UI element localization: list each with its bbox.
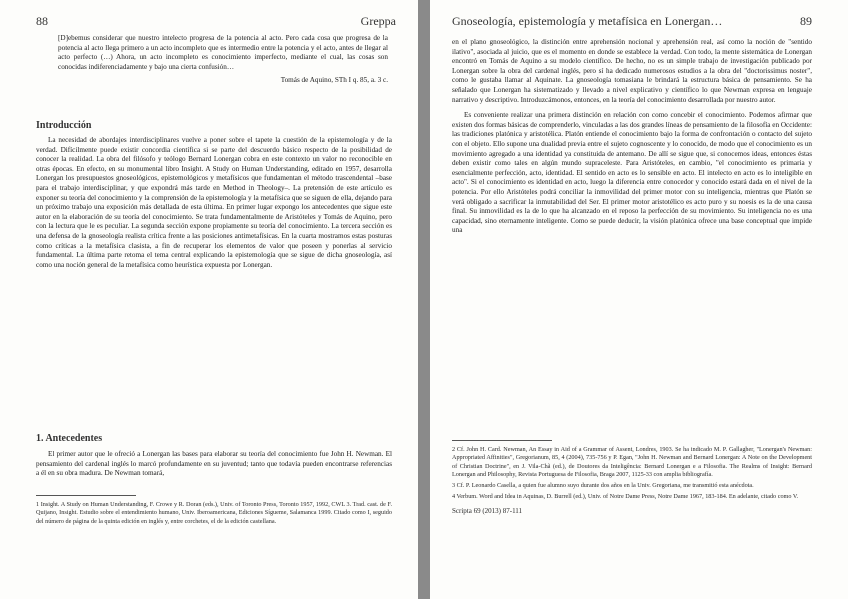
footnote-1: 1 Insight. A Study on Human Understanding, F. Crowe y R. Doran (eds.), Univ. of Toronto Press, Toronto 1957, 1992, CWL 3. Trad. cast. de F. Quijano, Insight. Estudio sobre el entendimiento humano, Univ. Iberoamericana, Ediciones Sígueme, Salamanca 1999. Citado como I, seguido del número de página de la quinta edición en inglés y, entre corchetes, el de la edición castellana.	[36, 501, 392, 525]
right-paragraph-1: en el plano gnoseológico, la distinción entre aprehensión nocional y aprehensión real, así como la noción de "sentido ilativo", asociada al juicio, que es el momento en donde se establece la verdad. Con todo, la mente sistemática de Lonergan encontró en Tomás de Aquino a su modelo científico. De hecho, no es un simple trabajo de investigación publicado por Lonergan sobre la obra del cardenal inglés, pero sí ha dedicado numerosos estudios a la obra del "doctorissimus noster", como le gustaba llamar al Aquinate. La gnoseología tomasiana le brindará la estructura básica de pensamiento. Se ha señalado que Lonergan ha sistematizado y llevado a nivel explicativo y científico lo que Newman expresa en lenguaje narrativo y descriptivo. Introduzcámonos, entonces, en la teoría del conocimiento desarrollada por nuestro autor.	[452, 38, 812, 104]
intro-body	[36, 136, 392, 270]
section1-paragraph: El primer autor que le ofreció a Lonergan las bases para elaborar su teoría del conocimiento fue John H. Newman. El pensamiento del cardenal inglés lo marcó profundamente en su juventud; tanto que todavía pueden encontrarse referencias a él en su obra madura. De Newman tomará,	[36, 450, 392, 478]
section1-body	[36, 450, 392, 479]
footnote-4: 4 Verbum. Word and Idea in Aquinas, D. Burrell (ed.), Univ. of Notre Dame Press, Notre Dame 1967, 183-184. En adelante, citado como V.	[452, 493, 799, 501]
intro-paragraph: La necesidad de abordajes interdisciplinares vuelve a poner sobre el tapete la cuestión de la epistemología y de la verdad. Difícilmente puede existir concordia científica si se parte del descuerdo básico respecto de la posibilidad de conocer la realidad. La obra del filósofo y teólogo Bernard Lonergan cobra en este contexto un valor no reconocible en otras épocas. En efecto, en su monumental libro Insight. A Study on Human Understanding, editado en 1957, desarrolla Lonergan los presupuestos gnoseológicos, epistemológicos y metafísicos que fundamentan el método trascendental –base para el trabajo interdisciplinar, y que expondrá más tarde en Method in Theology–. La pretensión de este artículo es exponer su teoría del conocimiento y la comprensión de la epistemología y la metafísica que se siguen de ella, dejando para un próximo trabajo una exposición más detallada de esta última. En primer lugar expongo los antecedentes que sigue este autor en la elaboración de su teoría del conocimiento. Se trata fundamentalmente de Aristóteles y Tomás de Aquino, pero con la lectura que le es peculiar. La segunda sección expone propiamente su teoría del conocimiento. La tercera sección es una defensa de la gnoseología realista crítica frente a las posiciones antimetafísicas. En la cuarta mostramos estas posturas como críticas a la metafísica clasista, a fin de recuperar los elementos de valor que poseen y ponerlas al servicio fundamental. La última parte retoma el tema central explicando la epistemología que se sigue de dicha gnoseología, así como una noción general de la metafísica como heurística expuesta por Lonergan.	[36, 136, 392, 269]
left-running-head: Greppa	[360, 14, 396, 28]
right-running-head: Gnoseología, epistemología y metafísica en Lonergan…	[452, 14, 723, 28]
left-footnote-rule	[36, 495, 136, 496]
right-page-number: 89	[800, 14, 812, 28]
left-page-number: 88	[36, 14, 48, 28]
epigraph-text: [D]ebemus considerar que nuestro intelecto progresa de la potencia al acto. Pero cada cosa que progresa de la potencia al acto llega primero a un acto incompleto que es intermedio entre la potencia y el acto, antes de llegar al acto perfecto (…) Ahora, un acto incompleto es conocimiento imperfecto, mediante el cual, las cosas son conocidas indiferenciadamente y bajo una cierta confusión…	[58, 34, 388, 71]
footnote-2: 2 Cf. John H. Card. Newman, An Essay in Aid of a Grammar of Assent, Londres, 1903. Se ha indicado M. P. Gallagher, "Lonergan's Newman: Appropriated Affinities", Gregorianum, 85, 4 (2004), 735-756 y P. Egan, "John H. Newman and Bernard Lonergan: A Note on the Development of Christian Doctrine", en J. Vila-Chã (ed.), de Doutores da Inteligência: Bernard Lonergan e a Filosofia. The Realms of Insight: Bernard Lonergan and Philosophy, Revista Portuguesa de Filosofia, Braga 2007, 1125-33 con amplia bibliografía.	[452, 446, 812, 478]
section1-heading: 1. Antecedentes	[36, 433, 103, 444]
right-paragraph-2: Es conveniente realizar una primera distinción en relación con como concebir el conocimiento. Podemos afirmar que existen dos formas básicas de comprenderlo, vinculadas a las dos grandes líneas de pensamiento de la filosofía en Occidente: las tradiciones platónica y aristotélica. Platón entiende el conocimiento bajo la forma de confrontación o contacto del sujeto con el objeto. Ello supone una dualidad previa entre el sujeto cognoscente y lo conocido, de modo que el conocimiento es un movimiento agregado a una identidad ya constituida de antemano. De allí se sigue que, si conocemos ideas, entonces éstas deben existir como tales en algún mundo supraceleste. Para Aristóteles, en cambio, "el conocimiento es primaria y esencialmente perfección, acto, identidad. El sentido en acto es lo sensible en acto. El intelecto en acto es lo inteligible en acto". Si el conocimiento es identidad en acto, luego la diferencia entre conocedor y conocido estará dada en el nivel de la potencia. Por ello Aristóteles podrá conciliar la inmovilidad del primer motor con su inteligencia, mientras que Platón se verá obligado a sacrificar la inmutabilidad del Ser. El primer motor aristotélico es acto puro y su noesis es la de una causa final. Su inmovilidad es la de lo que ha alcanzado en el reposo la perfección de su movimiento. Su inteligencia no es una capacidad, sino eternamente inteligente. Como se puede deducir, la visión platónica ofrece una base conceptual que impide una	[452, 111, 812, 235]
right-body	[452, 38, 812, 236]
footnotes	[452, 446, 812, 515]
journal-line: Scripta 69 (2013) 87-111	[452, 506, 523, 515]
epigraph-source: Tomás de Aquino, STh I q. 85, a. 3 c.	[280, 76, 388, 85]
right-footnote-rule	[452, 440, 552, 441]
left-page	[0, 0, 418, 599]
epigraph	[58, 34, 388, 86]
intro-heading: Introducción	[36, 120, 92, 131]
right-page	[430, 0, 848, 599]
footnote-3: 3 Cf. P. Leonardo Casella, a quien fue alumno suyo durante dos años en la Univ. Gregoriana, me transmitió esta anécdota.	[452, 482, 754, 490]
